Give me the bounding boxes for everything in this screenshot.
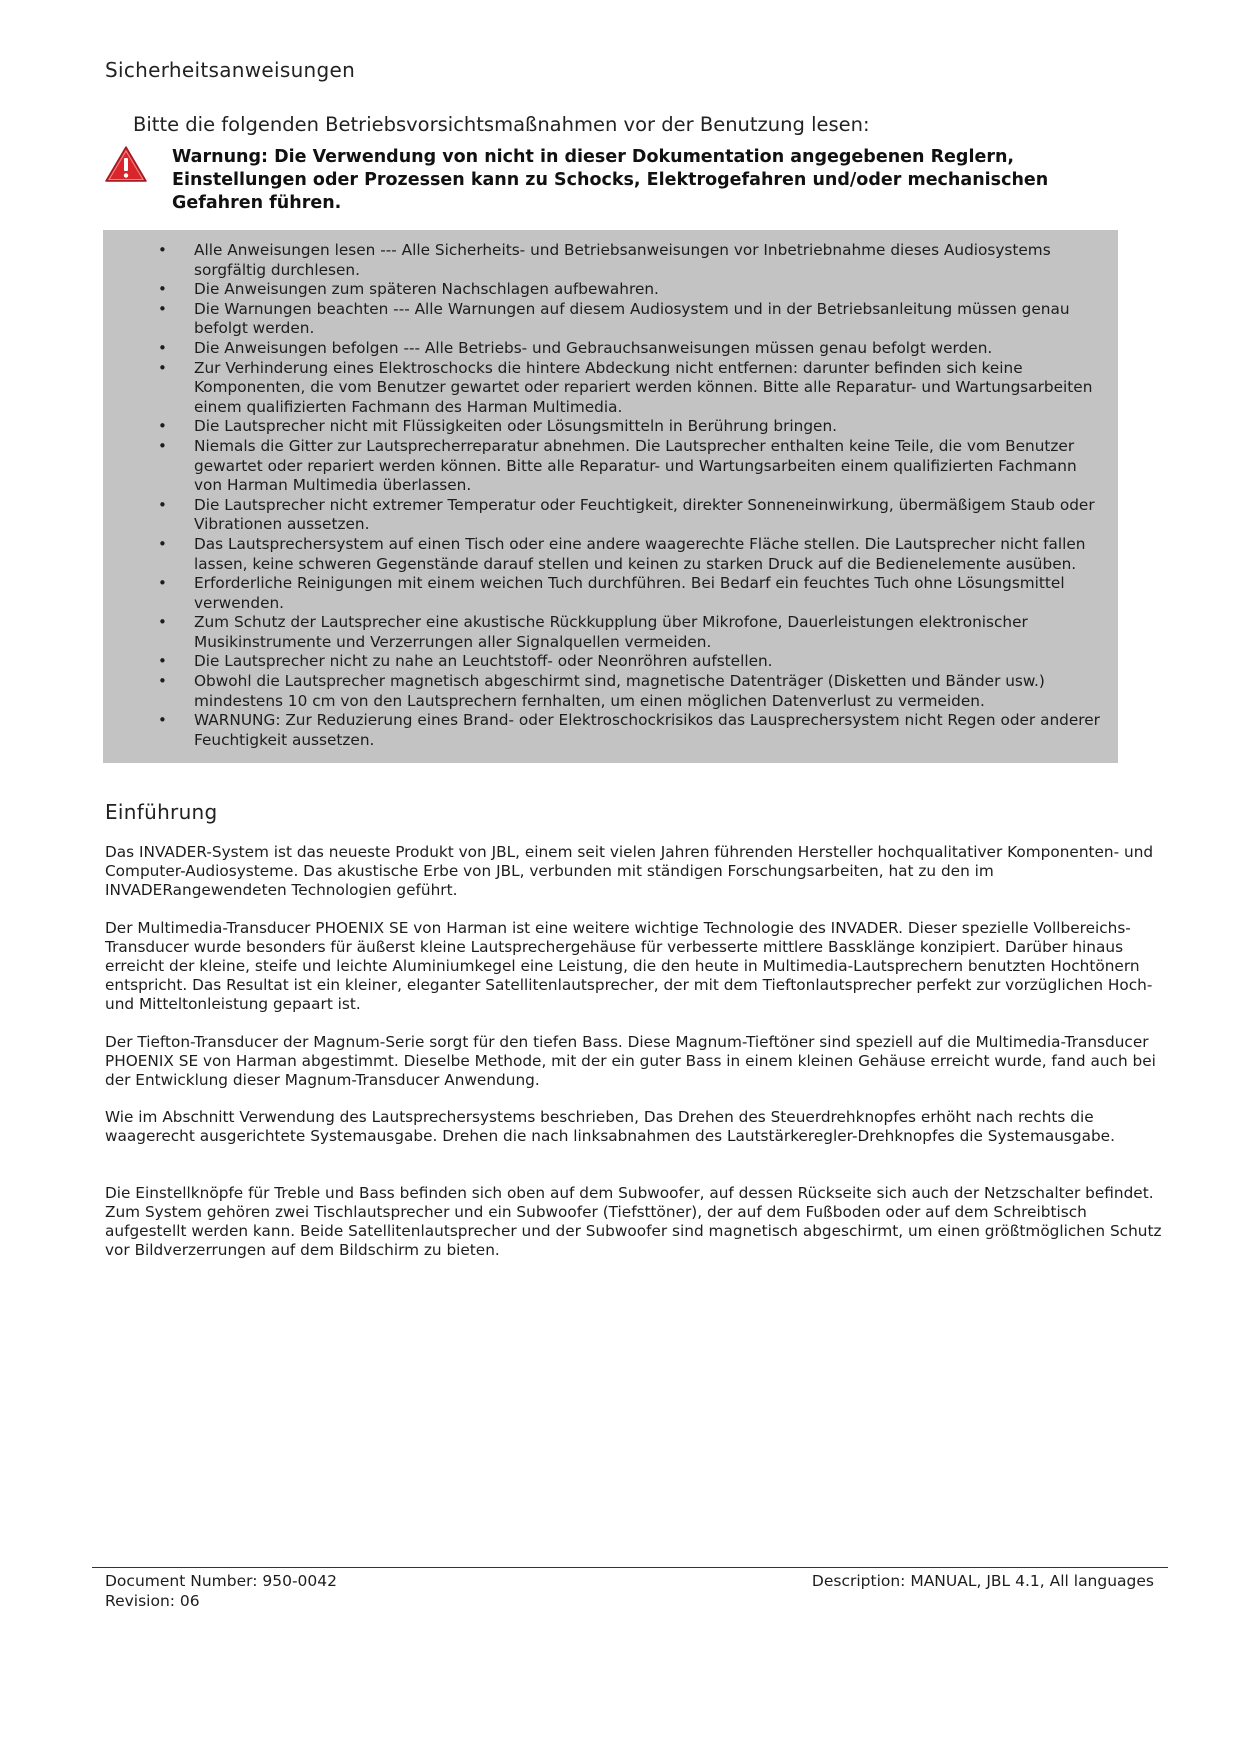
revision: Revision: 06 <box>105 1591 200 1610</box>
safety-bullet-item: • Die Lautsprecher nicht mit Flüssigkeiten oder Lösungsmitteln in Berührung bringen. <box>103 417 1118 437</box>
safety-bullet-item: • Obwohl die Lautsprecher magnetisch abgeschirmt sind, magnetische Datenträger (Disketten und Bänder usw.) mindestens 10 cm von den Lautsprechern fernhalten, um einen möglichen Datenverlust zu vermeiden. <box>103 672 1118 711</box>
safety-instructions-box <box>103 230 1118 763</box>
safety-bullet-list <box>103 241 1118 750</box>
safety-bullet-item: • Die Anweisungen zum späteren Nachschlagen aufbewahren. <box>103 280 1118 300</box>
intro-paragraph: Das INVADER-System ist das neueste Produkt von JBL, einem seit vielen Jahren führenden Hersteller hochqualitativer Komponenten- und Computer-Audiosysteme. Das akustische Erbe von JBL, verbunden mit ständigen Forschungsarbeiten, hat zu den im INVADERangewendeten Technologien geführt. <box>105 843 1154 900</box>
warning-text: Warnung: Die Verwendung von nicht in dieser Dokumentation angegebenen Reglern, Einstellungen oder Prozessen kann zu Schocks, Elektrogefahren und/oder mechanischen Gefahren führen. <box>172 147 1049 213</box>
safety-bullet-item: • Zur Verhinderung eines Elektroschocks die hintere Abdeckung nicht entfernen: darunter befinden sich keine Komponenten, die vom Benutzer gewartet oder repariert werden können. Bitte alle Reparatur- und Wartungsarbeiten einem qualifizierten Fachmann des Harman Multimedia. <box>103 359 1118 418</box>
intro-paragraph: Der Tiefton-Transducer der Magnum-Serie sorgt für den tiefen Bass. Diese Magnum-Tieftöner sind speziell auf die Multimedia-Transducer PHOENIX SE von Harman abgestimmt. Dieselbe Methode, mit der ein guter Bass in einem kleinen Gehäuse erreicht wurde, fand auch bei der Entwicklung dieser Magnum-Transducer Anwendung. <box>105 1032 1156 1090</box>
safety-bullet-item: • Das Lautsprechersystem auf einen Tisch oder eine andere waagerechte Fläche stellen. Die Lautsprecher nicht fallen lassen, keine schweren Gegenstände darauf stellen und keinen zu starken Druck auf die Bedienelemente ausüben. <box>103 535 1118 574</box>
safety-bullet-item: • Die Lautsprecher nicht zu nahe an Leuchtstoff- oder Neonröhren aufstellen. <box>103 652 1118 672</box>
footer-left <box>105 1572 337 1611</box>
safety-bullet-item: • WARNUNG: Zur Reduzierung eines Brand- oder Elektroschockrisikos das Lausprechersystem nicht Regen oder anderer Feuchtigkeit aussetzen. <box>103 711 1118 750</box>
safety-bullet-item: • Niemals die Gitter zur Lautsprecherreparatur abnehmen. Die Lautsprecher enthalten keine Teile, die vom Benutzer gewartet oder repariert werden können. Bitte alle Reparatur- und Wartungsarbeiten einem qualifizierten Fachmann von Harman Multimedia überlassen. <box>103 437 1118 496</box>
safety-bullet-item: • Die Warnungen beachten --- Alle Warnungen auf diesem Audiosystem und in der Betriebsanleitung müssen genau befolgt werden. <box>103 300 1118 339</box>
document-number: Document Number: 950-0042 <box>105 1572 337 1590</box>
intro-paragraph: Die Einstellknöpfe für Treble und Bass befinden sich oben auf dem Subwoofer, auf dessen Rückseite sich auch der Netzschalter befindet. Zum System gehören zwei Tischlautsprecher und ein Subwoofer (Tiefsttöner), der auf dem Fußboden oder auf dem Schreibtisch aufgestellt werden kann. Beide Satellitenlautsprecher und der Subwoofer sind magnetisch abgeschirmt, um einen größtmöglichen Schutz vor Bildverzerrungen auf dem Bildschirm zu bieten. <box>105 1183 1162 1260</box>
document-description: Description: MANUAL, JBL 4.1, All languages <box>811 1572 1154 1590</box>
safety-bullet-item: • Zum Schutz der Lautsprecher eine akustische Rückkupplung über Mikrofone, Dauerleistungen elektronischer Musikinstrumente und Verzerrungen aller Signalquellen vermeiden. <box>103 613 1118 652</box>
safety-section-title: Sicherheitsanweisungen <box>105 58 356 82</box>
warning-triangle-icon <box>104 145 148 183</box>
intro-section-title: Einführung <box>105 800 218 824</box>
safety-bullet-item: • Alle Anweisungen lesen --- Alle Sicherheits- und Betriebsanweisungen vor Inbetriebnahme dieses Audiosystems sorgfältig durchlesen. <box>103 241 1118 280</box>
safety-bullet-item: • Die Lautsprecher nicht extremer Temperatur oder Feuchtigkeit, direkter Sonneneinwirkung, übermäßigem Staub oder Vibrationen aussetzen. <box>103 496 1118 535</box>
footer-divider <box>92 1567 1168 1568</box>
intro-paragraph: Der Multimedia-Transducer PHOENIX SE von Harman ist eine weitere wichtige Technologie des INVADER. Dieser spezielle Vollbereichs-Transducer wurde besonders für äußerst kleine Lautsprechergehäuse für verbesserte mittlere Bassklänge konzipiert. Darüber hinaus erreicht der kleine, steife und leichte Aluminiumkegel eine Leistung, die den heute in Multimedia-Lautsprechern benutzten Hochtönern entspricht. Das Resultat ist ein kleiner, eleganter Satellitenlautsprecher, der mit dem Tieftonlautsprecher perfekt zur vorzüglichen Hoch- und Mitteltonleistung gepaart ist. <box>105 918 1153 1014</box>
intro-paragraph: Wie im Abschnitt Verwendung des Lautsprechersystems beschrieben, Das Drehen des Steuerdrehknopfes erhöht nach rechts die waagerecht ausgerichtete Systemausgabe. Drehen die nach linksabnahmen des Lautstärkeregler-Drehknopfes die Systemausgabe. <box>105 1108 1115 1146</box>
safety-bullet-item: • Erforderliche Reinigungen mit einem weichen Tuch durchführen. Bei Bedarf ein feuchtes Tuch ohne Lösungsmittel verwenden. <box>103 574 1118 613</box>
safety-lead-text: Bitte die folgenden Betriebsvorsichtsmaßnahmen vor der Benutzung lesen: <box>133 113 870 136</box>
safety-bullet-item: • Die Anweisungen befolgen --- Alle Betriebs- und Gebrauchsanweisungen müssen genau befolgt werden. <box>103 339 1118 359</box>
intro-body <box>105 843 1167 1278</box>
